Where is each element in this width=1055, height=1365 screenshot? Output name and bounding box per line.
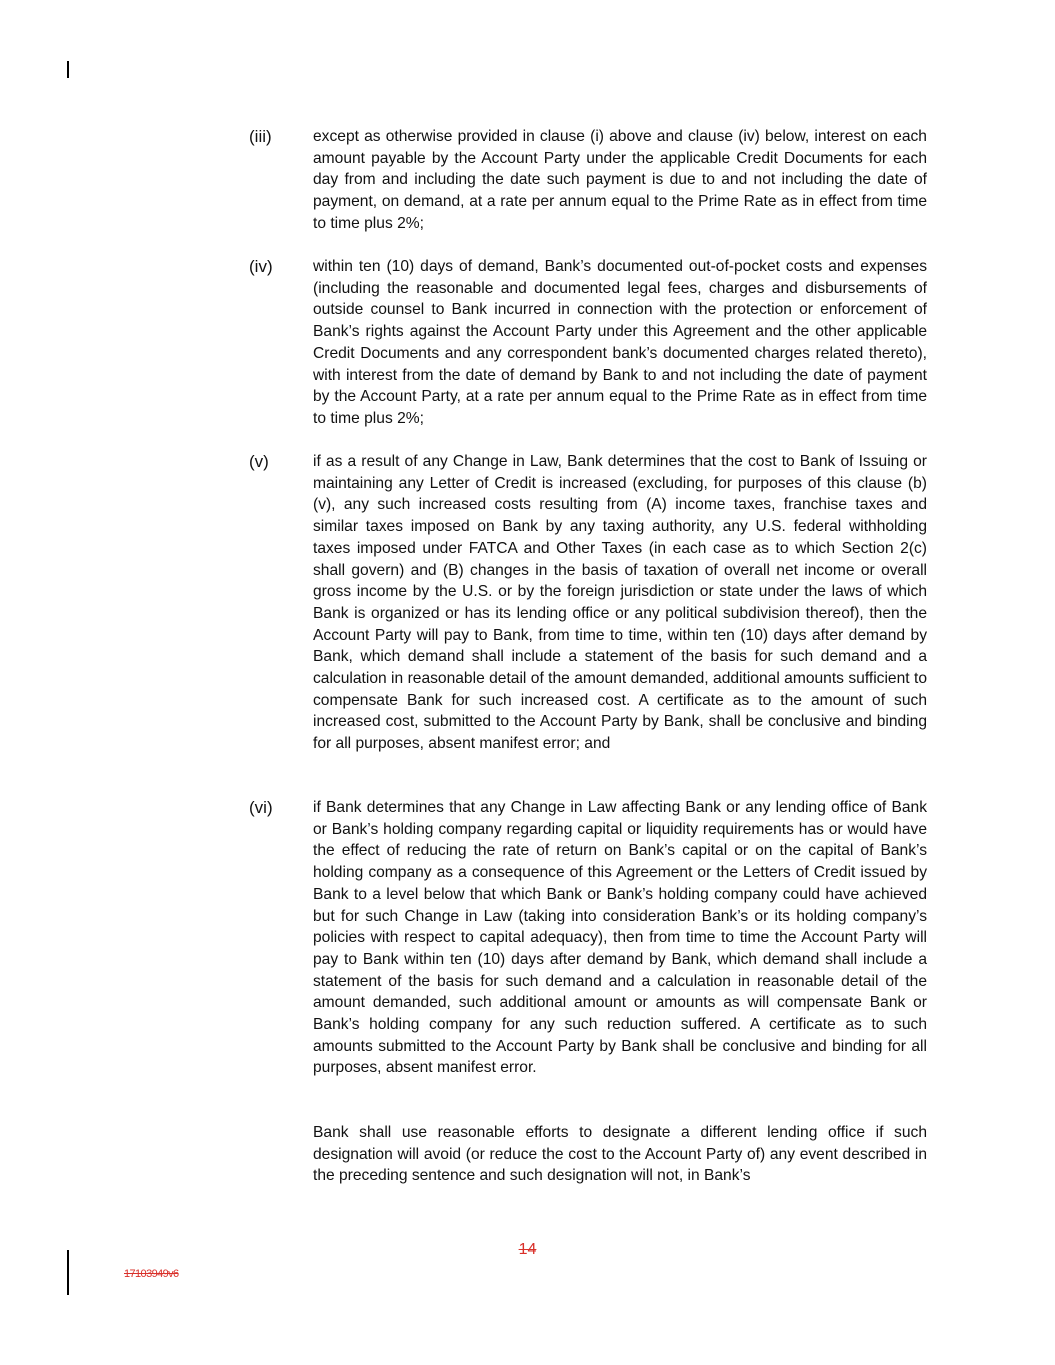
clause-text: if as a result of any Change in Law, Bank determines that the cost to Bank of Issuing or maintaining any Letter of Credit is increased (excluding, for purposes of this clause (b)(v), any such increased costs resulting from (A) income taxes, franchise taxes and similar taxes imposed on Bank by any taxing authority, any U.S. federal withholding taxes imposed under FATCA and Other Taxes (in each case as to which Section 2(c) shall govern) and (B) changes in the basis of taxation of overall net income or overall gross income by the U.S. or by the foreign jurisdiction or state under the laws of which Bank is organized or has its lending office or any political subdivision thereof), then the Account Party will pay to Bank, from time to time, within ten (10) days after demand by Bank, which demand shall include a statement of the basis for such demand and a calculation in reasonable detail of the amount demanded, additional amounts sufficient to compensate Bank for such increased cost. A certificate as to the amount of such increased cost, submitted to the Account Party by Bank, shall be conclusive and binding for all purposes, absent manifest error; and: [313, 453, 927, 753]
closing-paragraph: Bank shall use reasonable efforts to designate a different lending office if such designation will avoid (or reduce the cost to the Account Party of) any event described in the preceding sentence and such designation will not, in Bank’s: [313, 1124, 927, 1185]
clause-text: within ten (10) days of demand, Bank’s documented out-of-pocket costs and expenses (including the reasonable and documented legal fees, charges and disbursements of outside counsel to Bank incurred in connection with the protection or enforcement of Bank’s rights against the Account Party under this Agreement and the other applicable Credit Documents and any correspondent bank’s documented charges related thereto), with interest from the date of demand by Bank to and not including the date of payment by the Account Party, at a rate per annum equal to the Prime Rate as in effect from time to time plus 2%;: [313, 258, 927, 427]
clause-text: if Bank determines that any Change in Law affecting Bank or any lending office of Bank or Bank’s holding company regarding capital or liquidity requirements has or would have the effect of reducing the rate of return on Bank’s capital or on the capital of Bank’s holding company as a consequence of this Agreement or the Letters of Credit issued by Bank to a level below that which Bank or Bank’s holding company could have achieved but for such Change in Law (taking into consideration Bank’s or its holding company’s policies with respect to capital adequacy), then from time to time the Account Party will pay to Bank within ten (10) days after demand by Bank, which demand shall include a statement of the basis for such demand and a calculation in reasonable detail of the amount demanded, such additional amount or amounts as will compensate Bank or Bank’s holding company for any such reduction suffered. A certificate as to such amounts submitted to the Account Party by Bank shall be conclusive and binding for all purposes, absent manifest error.: [313, 799, 927, 1077]
clause-number: (iv): [249, 257, 273, 276]
change-bar-bottom: [67, 1250, 69, 1295]
clause-number: (vi): [249, 798, 273, 817]
clause-number: (iii): [249, 127, 272, 146]
clause-text: except as otherwise provided in clause (i) above and clause (iv) below, interest on each amount payable by the Account Party under the applicable Credit Documents for each day from and including the date such payment is due to and not including the date of payment, on demand, at a rate per annum equal to the Prime Rate as in effect from time to time plus 2%;: [313, 128, 927, 232]
change-bar-top: [67, 61, 69, 78]
document-id: 17103949v6: [124, 1268, 179, 1280]
page-number: 14: [518, 1241, 537, 1258]
clause-number: (v): [249, 452, 269, 471]
